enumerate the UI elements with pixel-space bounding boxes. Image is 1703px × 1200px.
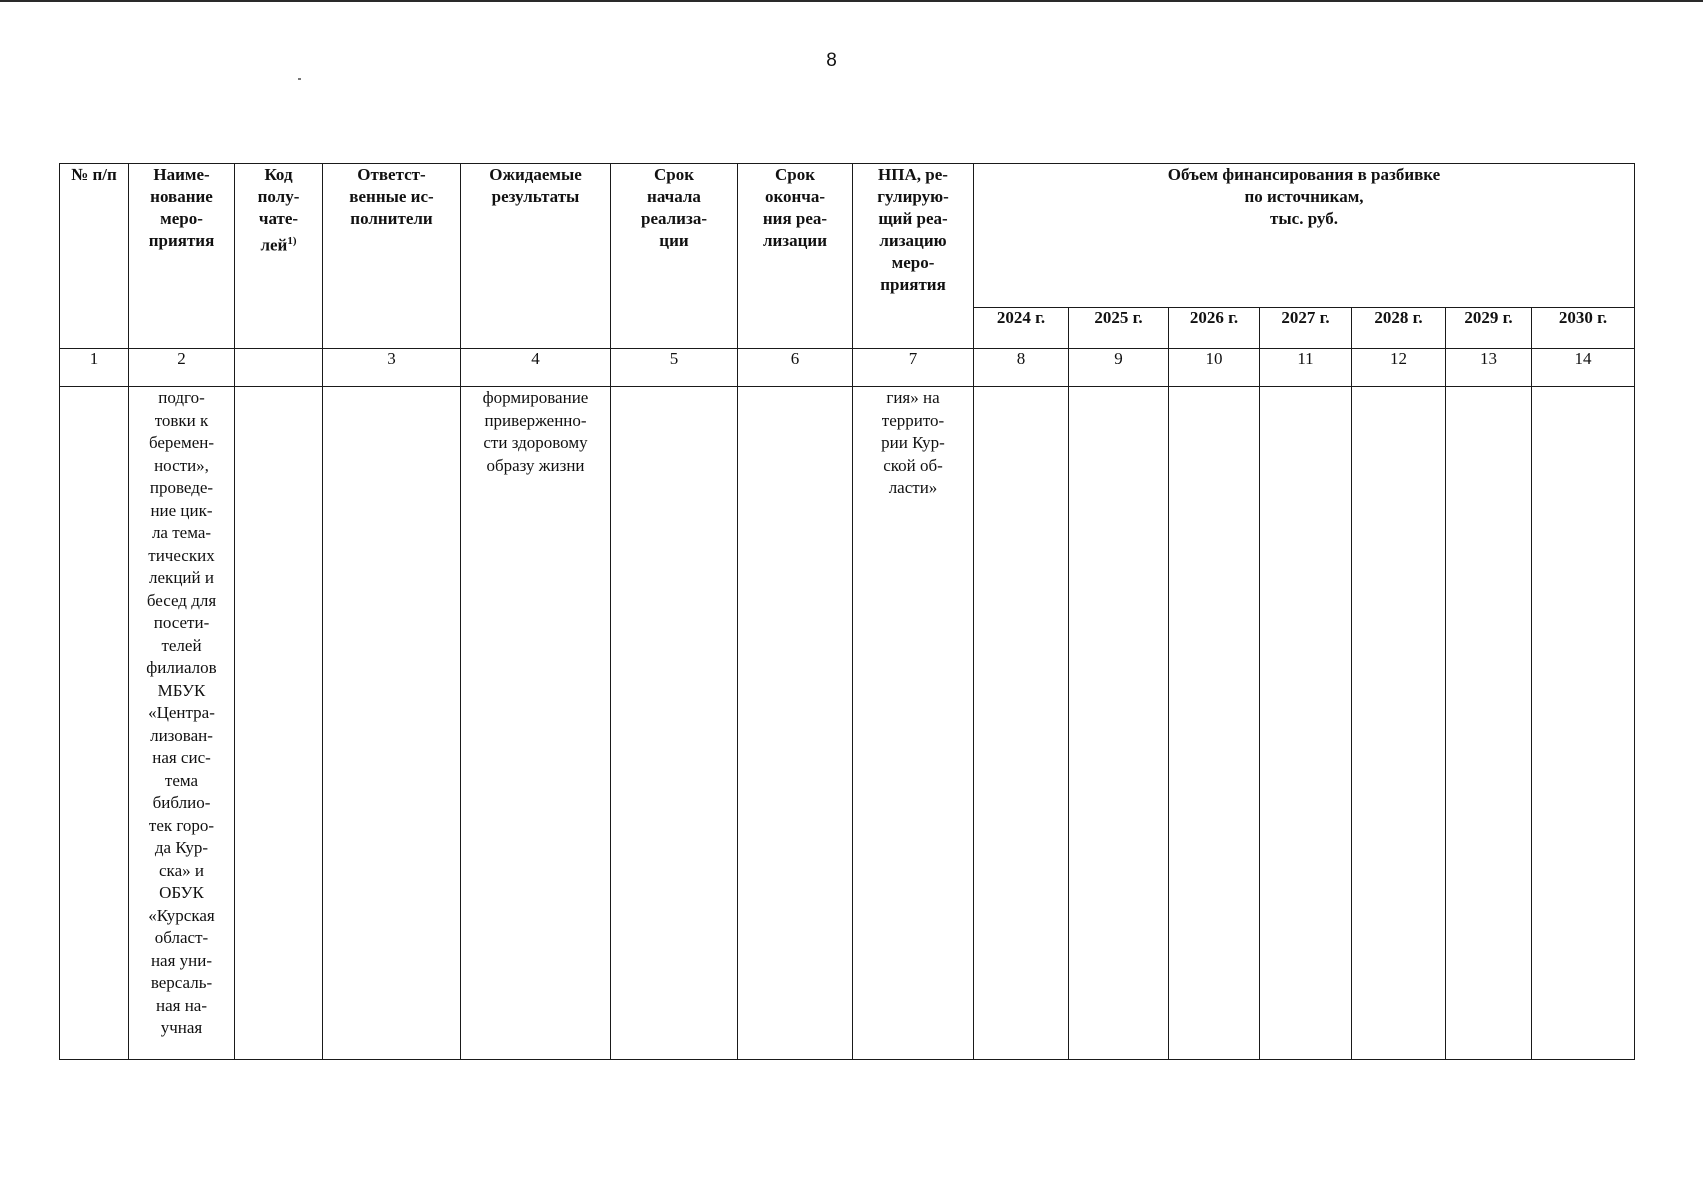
financing-table [59,163,1635,1060]
colnum-3: 3 [323,349,461,387]
scan-edge [0,0,1703,2]
colnum-9: 9 [1069,349,1169,387]
header-num: № п/п [60,164,129,349]
page-number: 8 [826,50,837,71]
cell-2027 [1260,387,1352,1060]
cell-num [60,387,129,1060]
scan-speck [298,78,301,80]
colnum-7: 7 [853,349,974,387]
cell-2024 [974,387,1069,1060]
year-2030: 2030 г. [1532,307,1635,348]
year-2024: 2024 г. [974,307,1069,348]
header-end: Срок оконча- ния реа- лизации [738,164,853,349]
colnum-12: 12 [1352,349,1446,387]
colnum-blank [235,349,323,387]
header-start: Срок начала реализа- ции [611,164,738,349]
cell-executors [323,387,461,1060]
header-financing: Объем финансирования в разбивке по источникам, тыс. руб. [974,164,1635,308]
header-executors: Ответст- венные ис- полнители [323,164,461,349]
header-results: Ожидаемые результаты [461,164,611,349]
colnum-1: 1 [60,349,129,387]
header-code-footnote: 1) [287,235,297,247]
header-code: Код полу- чате- лей$^{1)}$ [235,164,323,349]
colnum-8: 8 [974,349,1069,387]
table-row [60,387,1635,1060]
colnum-6: 6 [738,349,853,387]
cell-results: формирование приверженно- сти здоровому образу жизни [461,387,611,1060]
cell-2029 [1446,387,1532,1060]
cell-code [235,387,323,1060]
cell-end [738,387,853,1060]
colnum-14: 14 [1532,349,1635,387]
header-name: Наиме- нование меро- приятия [129,164,235,349]
column-number-row [60,349,1635,387]
cell-2025 [1069,387,1169,1060]
year-2028: 2028 г. [1352,307,1446,348]
header-npa: НПА, ре- гулирую- щий реа- лизацию меро- приятия [853,164,974,349]
cell-name: подго- товки к беремен- ности», проведе- ние цик- ла тема- тических лекций и бесед для посети- телей филиалов МБУК «Центра- лизован- ная сис- тема библио- тек горо- да Кур- ска» и ОБУК «Курская област- ная уни- версаль- ная на- учная [129,387,235,1060]
cell-2030 [1532,387,1635,1060]
cell-start [611,387,738,1060]
year-2026: 2026 г. [1169,307,1260,348]
year-2029: 2029 г. [1446,307,1532,348]
colnum-5: 5 [611,349,738,387]
cell-npa: гия» на террито- рии Кур- ской об- ласти» [853,387,974,1060]
colnum-2: 2 [129,349,235,387]
year-2027: 2027 г. [1260,307,1352,348]
colnum-4: 4 [461,349,611,387]
colnum-10: 10 [1169,349,1260,387]
colnum-11: 11 [1260,349,1352,387]
header-row [60,164,1635,308]
cell-2026 [1169,387,1260,1060]
cell-2028 [1352,387,1446,1060]
year-2025: 2025 г. [1069,307,1169,348]
colnum-13: 13 [1446,349,1532,387]
